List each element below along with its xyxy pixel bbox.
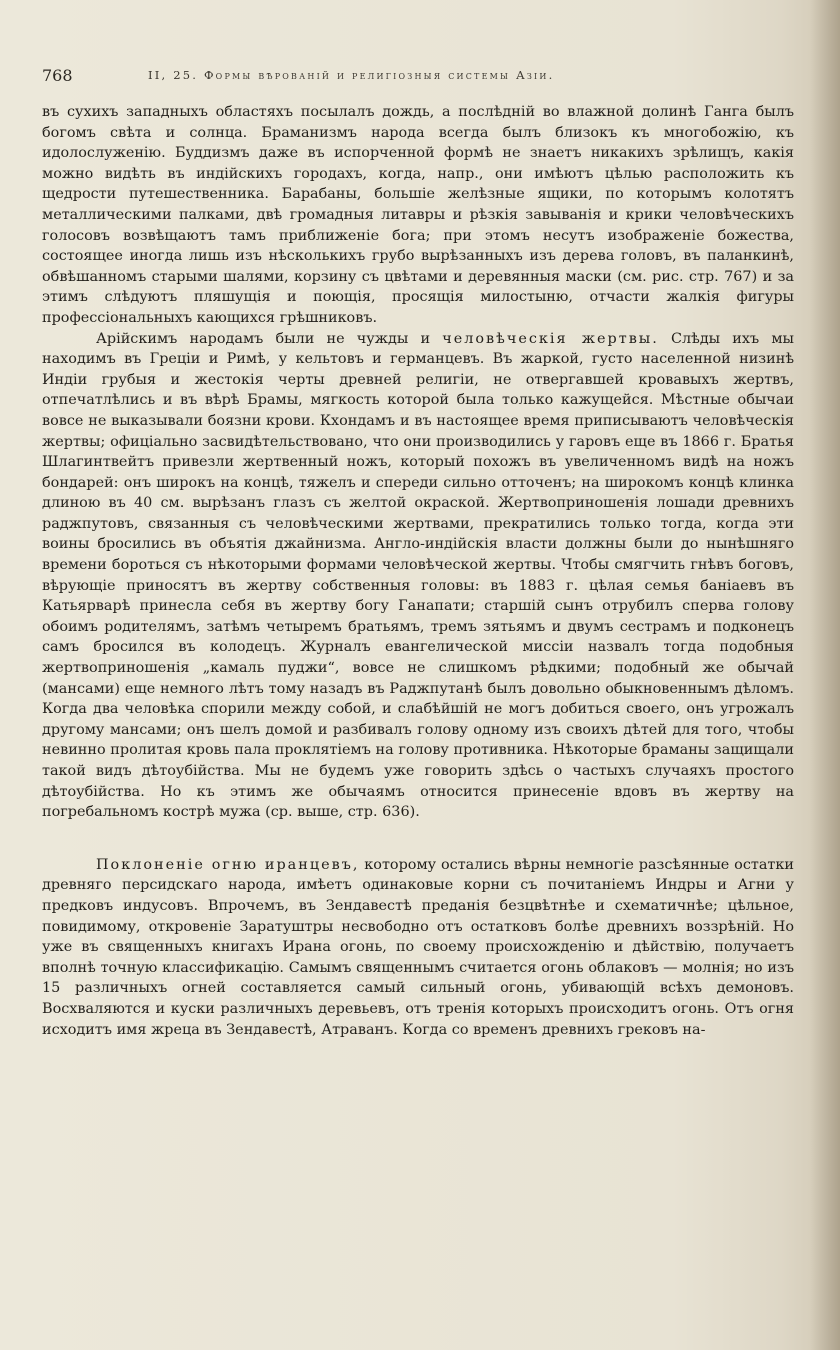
paragraph-2 [42, 329, 794, 823]
paragraph-3-body: которому остались вѣрны немногіе разсѣянные остатки древняго персидскаго народа, имѣетъ одинаковые корни съ почитаніемъ Индры и Агни у предковъ индусовъ. Впрочемъ, въ Зендавестѣ преданія безцвѣтнѣе и схематичнѣе; цѣльное, повидимому, откровеніе Заратуштры несвободно отъ остатковъ болѣе древнихъ воззрѣній. Но уже въ священныхъ книгахъ Ирана огонь, по своему происхожденію и дѣйствію, получаетъ вполнѣ точную классификацію. Самымъ священнымъ считается огонь облаковъ — молнія; но изъ 15 различныхъ огней составляется самый сильный огонь, убивающій всѣхъ демоновъ. Восхваляются и куски различныхъ деревьевъ, отъ тренія которыхъ происходитъ огонь. Отъ огня исходитъ имя жреца въ Зендавестѣ, Атраванъ. Когда со временъ древнихъ грековъ на- [42, 856, 794, 1038]
paragraph-1: въ сухихъ западныхъ областяхъ посылалъ дождь, а послѣдній во влажной долинѣ Ганга былъ богомъ свѣта и солнца. Браманизмъ народа всегда былъ близокъ къ многобожію, къ идолослуженію. Буддизмъ даже въ испорченной формѣ не знаетъ никакихъ зрѣлищъ, какія можно видѣть въ индійскихъ городахъ, когда, напр., они имѣютъ цѣлью расположить къ щедрости путешественника. Барабаны, большіе желѣзные ящики, по которымъ колотятъ металлическими палками, двѣ громадныя литавры и рѣзкія завыванія и крики человѣческихъ голосовъ возвѣщаютъ тамъ приближеніе бога; при этомъ несутъ изображеніе божества, состоящее иногда лишь изъ нѣсколькихъ грубо вырѣзанныхъ изъ дерева головъ, въ паланкинѣ, обвѣшанномъ старыми шалями, корзину съ цвѣтами и деревянныя маски (см. рис. стр. 767) и за этимъ слѣдуютъ пляшущія и поющія, просящія милостыню, отчасти жалкія фигуры профессіональныхъ кающихся грѣшниковъ. [42, 104, 794, 326]
paragraph-3-emphasis: Поклоненіе огню иранцевъ, [96, 856, 360, 873]
page-header [42, 66, 802, 88]
paragraph-3 [42, 855, 794, 1040]
paragraph-2-intro: Арійскимъ народамъ были не чужды и [96, 330, 443, 347]
page-number: 768 [42, 66, 73, 85]
page-edge-shadow [810, 0, 840, 1350]
body-text [42, 102, 794, 1040]
paragraph-2-emphasis: человѣческія жертвы. [442, 330, 659, 347]
running-head: II, 25. Формы вѣрованій и религіозныя системы Азіи. [148, 68, 555, 82]
paragraph-2-body: Слѣды ихъ мы находимъ въ Греціи и Римѣ, у кельтовъ и германцевъ. Въ жаркой, густо населенной низинѣ Индіи грубыя и жестокія черты древней религіи, не отвергавшей кровавыхъ жертвъ, отпечатлѣлись и въ вѣрѣ Брамы, мягкость которой была только кажущейся. Мѣстные обычаи вовсе не выказывали боязни крови. Кхондамъ и въ настоящее время приписываютъ человѣческія жертвы; офиціально засвидѣтельствовано, что они производились у гаровъ еще въ 1866 г. Братья Шлагинтвейтъ привезли жертвенный ножъ, который похожъ въ увеличенномъ видѣ на ножъ бондарей: онъ широкъ на концѣ, тяжелъ и спереди сильно отточенъ; на широкомъ концѣ клинка длиною въ 40 см. вырѣзанъ глазъ съ желтой окраской. Жертвоприношенія лошади древнихъ раджпутовъ, связанныя съ человѣческими жертвами, прекратились только тогда, когда эти воины бросились въ объятія джайнизма. Англо-индійскія власти должны были до нынѣшняго времени бороться съ нѣкоторыми формами человѣческой жертвы. Чтобы смягчить гнѣвъ боговъ, вѣрующіе приносятъ въ жертву собственныя головы: въ 1883 г. цѣлая семья баніаевъ въ Катьярварѣ принесла себя въ жертву богу Ганапати; старшій сынъ отрубилъ сперва голову обоимъ родителямъ, затѣмъ четыремъ братьямъ, тремъ зятьямъ и двумъ сестрамъ и подконецъ самъ бросился въ колодецъ. Журналъ евангелической миссіи назвалъ тогда подобныя жертвоприношенія „камаль пуджи“, вовсе не слишкомъ рѣдкими; подобный же обычай (мансами) еще немного лѣтъ тому назадъ въ Раджпутанѣ былъ довольно обыкновеннымъ дѣломъ. Когда два человѣка спорили между собой, и слабѣйшій не могъ добиться своего, онъ угрожалъ другому мансами; онъ шелъ домой и разбивалъ голову одному изъ своихъ дѣтей для того, чтобы невинно пролитая кровь пала проклятіемъ на голову противника. Нѣкоторые браманы защищали такой видъ дѣтоубійства. Мы не будемъ уже говорить здѣсь о частыхъ случаяхъ простого дѣтоубійства. Но къ этимъ же обычаямъ относится принесеніе вдовъ въ жертву на погребальномъ кострѣ мужа (ср. выше, стр. 636). [42, 330, 794, 821]
